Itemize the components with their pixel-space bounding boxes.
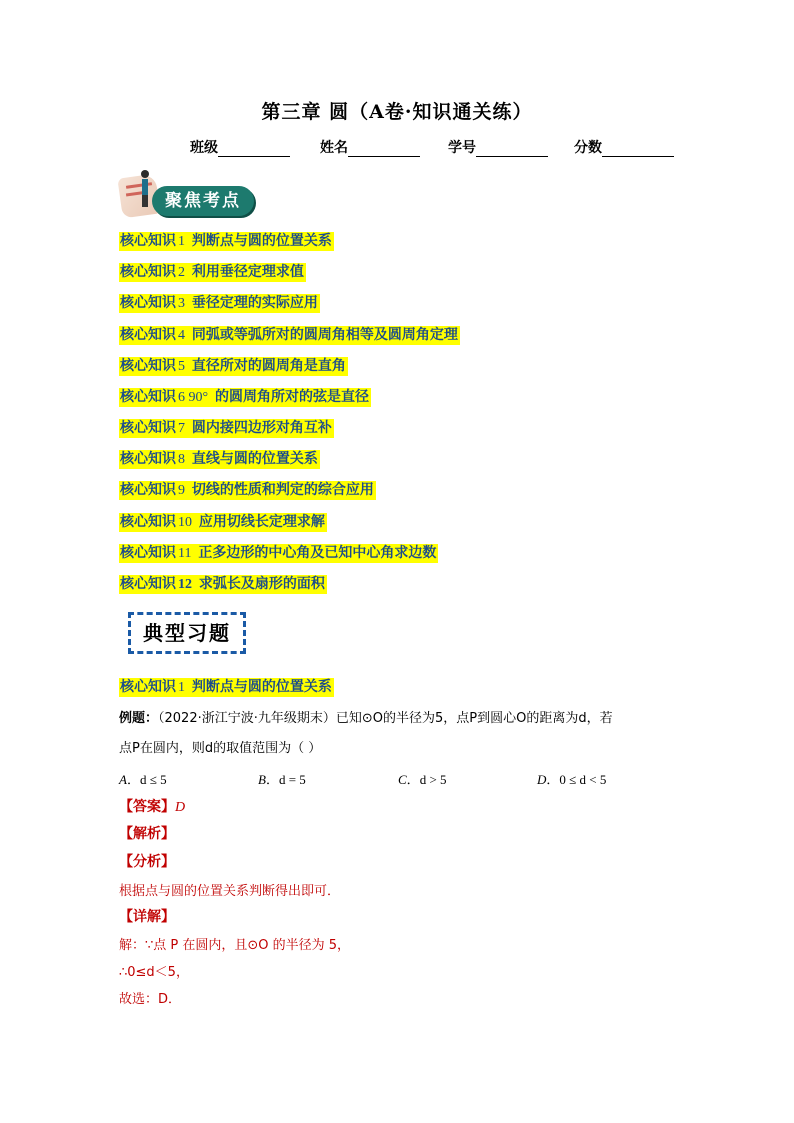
page-title: 第三章 圆（A卷·知识通关练） [261, 101, 533, 123]
name-label: 姓名 [320, 140, 348, 156]
banner-label: 聚焦考点 [152, 186, 254, 216]
analysis-label: 【解析】 [119, 826, 175, 842]
id-blank[interactable] [476, 142, 548, 157]
option-d[interactable]: D．0 ≤ d < 5 [537, 772, 607, 787]
name-blank[interactable] [348, 142, 420, 157]
id-field[interactable] [448, 137, 548, 157]
knowledge-item[interactable]: 核心知识 2 利用垂径定理求值 [120, 264, 304, 280]
knowledge-item[interactable]: 核心知识 4 同弧或等弧所对的圆周角相等及圆周角定理 [120, 327, 458, 343]
knowledge-item[interactable]: 核心知识 8 直线与圆的位置关系 [120, 451, 318, 467]
score-blank[interactable] [602, 142, 674, 157]
option-b[interactable]: B．d = 5 [258, 772, 306, 787]
answer-line: 【答案】D [119, 799, 186, 815]
detail-line: 解：∵点 P 在圆内，且⊙O 的半径为 5， [119, 938, 351, 953]
class-field[interactable] [190, 137, 290, 157]
knowledge-item[interactable]: 核心知识 3 垂径定理的实际应用 [120, 295, 318, 311]
knowledge-item[interactable]: 核心知识 10 应用切线长定理求解 [120, 514, 325, 530]
detail-line: ∴0≤d＜5， [119, 965, 189, 980]
focus-points-banner [118, 170, 258, 222]
knowledge-item[interactable]: 核心知识 11 正多边形的中心角及已知中心角求边数 [120, 545, 437, 561]
student-figure-icon [140, 170, 150, 208]
score-label: 分数 [574, 140, 602, 156]
knowledge-item[interactable]: 核心知识 12 求弧长及扇形的面积 [120, 576, 325, 592]
example-question-line2: 点P在圆内，则d的取值范围为（ ） [119, 741, 322, 756]
typical-exercises-heading: 典型习题 [128, 612, 246, 654]
detail-line: 故选：D． [119, 992, 182, 1007]
knowledge-item[interactable]: 核心知识 5 直径所对的圆周角是直角 [120, 358, 346, 374]
detail-label: 【详解】 [119, 909, 175, 925]
name-field[interactable] [320, 137, 420, 157]
option-a[interactable]: A．d ≤ 5 [119, 772, 167, 787]
score-field[interactable] [574, 137, 674, 157]
option-c[interactable]: C．d > 5 [398, 772, 447, 787]
knowledge-item[interactable]: 核心知识 6 90° 的圆周角所对的弦是直径 [120, 389, 369, 405]
class-label: 班级 [190, 140, 218, 156]
knowledge-item[interactable]: 核心知识 7 圆内接四边形对角互补 [120, 420, 332, 436]
knowledge-item[interactable]: 核心知识 9 切线的性质和判定的综合应用 [120, 482, 374, 498]
section-heading: 核心知识 1 判断点与圆的位置关系 [120, 679, 332, 695]
knowledge-item[interactable]: 核心知识 1 判断点与圆的位置关系 [120, 233, 332, 249]
class-blank[interactable] [218, 142, 290, 157]
example-question-line1: 例题：（2022·浙江宁波·九年级期末）已知⊙O的半径为5，点P到圆心O的距离为d，若 [119, 711, 613, 726]
fenxi-label: 【分析】 [119, 854, 175, 870]
fenxi-text: 根据点与圆的位置关系判断得出即可． [119, 884, 341, 899]
id-label: 学号 [448, 140, 476, 156]
